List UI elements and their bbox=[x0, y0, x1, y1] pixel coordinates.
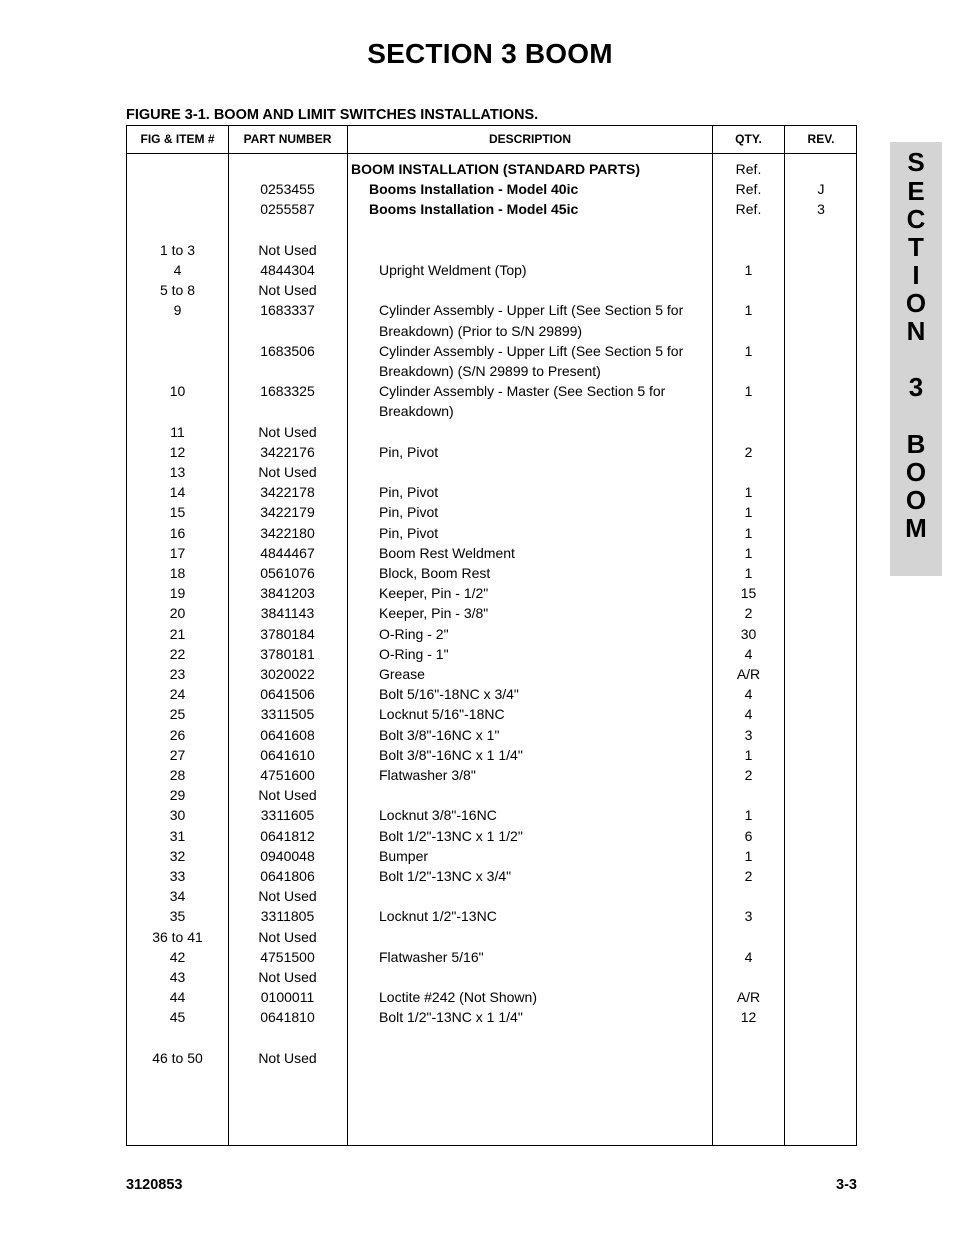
qty-cell: 1 bbox=[744, 262, 753, 278]
part-number-cell: Not Used bbox=[258, 241, 317, 258]
description-cell: Locknut 1/2"-13NC bbox=[379, 908, 497, 925]
side-tab-letter: B bbox=[906, 429, 926, 459]
fig-item-cell: 34 bbox=[169, 888, 186, 905]
description-cell: Locknut 5/16"-18NC bbox=[379, 706, 505, 723]
page-number: 3-3 bbox=[836, 1177, 857, 1193]
qty-cell: 2 bbox=[744, 443, 753, 460]
description-cell: Upright Weldment (Top) bbox=[379, 262, 527, 278]
description-cell: Pin, Pivot bbox=[379, 484, 439, 501]
description-cell: Cylinder Assembly - Upper Lift (See Section 5 for Breakdown) (S/N 29899 to Present) bbox=[379, 342, 684, 379]
qty-cell: 4 bbox=[744, 706, 753, 723]
fig-item-cell: 19 bbox=[169, 585, 186, 602]
fig-item-cell: 36 to 41 bbox=[152, 928, 203, 945]
part-number-cell: 3422179 bbox=[260, 504, 315, 521]
fig-item-cell: 28 bbox=[169, 767, 186, 783]
fig-item-cell: 12 bbox=[169, 443, 186, 460]
fig-item-cell: 10 bbox=[169, 383, 186, 400]
fig-item-cell: 9 bbox=[173, 302, 182, 319]
description-cell: Bumper bbox=[379, 847, 429, 864]
fig-item-cell: 15 bbox=[169, 504, 186, 521]
header-description: DESCRIPTION bbox=[488, 132, 571, 146]
part-number-cell: 3311505 bbox=[260, 706, 315, 723]
description-cell: Boom Rest Weldment bbox=[379, 544, 515, 561]
part-number-cell: Not Used bbox=[258, 928, 317, 945]
header-fig-item: FIG & ITEM # bbox=[140, 132, 215, 146]
header-qty: QTY. bbox=[735, 132, 762, 146]
qty-cell: 4 bbox=[744, 686, 753, 703]
qty-cell: 1 bbox=[744, 302, 753, 319]
fig-item-cell: 14 bbox=[169, 484, 186, 501]
part-number-cell: 4751600 bbox=[260, 767, 315, 783]
part-number-cell: 0641810 bbox=[260, 1009, 315, 1026]
part-number-cell: Not Used bbox=[258, 464, 317, 480]
qty-cell: 15 bbox=[740, 585, 757, 602]
description-cell: Keeper, Pin - 1/2" bbox=[379, 585, 489, 602]
fig-item-cell: 26 bbox=[169, 726, 186, 743]
side-tab-letter: C bbox=[906, 204, 926, 234]
side-tab-letter: O bbox=[905, 485, 927, 515]
fig-item-cell: 44 bbox=[169, 989, 186, 1006]
part-number-cell: 4844304 bbox=[260, 262, 315, 278]
fig-item-cell: 46 to 50 bbox=[152, 1049, 203, 1066]
header-rev: REV. bbox=[807, 132, 835, 146]
side-tab-letter: O bbox=[905, 457, 927, 487]
side-tab-letter: E bbox=[907, 176, 925, 206]
description-cell: Booms Installation - Model 45ic bbox=[369, 201, 579, 218]
qty-cell: Ref. bbox=[735, 161, 762, 177]
qty-cell: 1 bbox=[744, 342, 753, 359]
document-number: 3120853 bbox=[126, 1177, 183, 1193]
qty-cell: 2 bbox=[744, 767, 753, 783]
fig-item-cell: 11 bbox=[170, 423, 185, 440]
description-cell: Grease bbox=[379, 666, 425, 682]
description-cell: Block, Boom Rest bbox=[379, 565, 491, 581]
qty-cell: 6 bbox=[744, 827, 753, 844]
rev-cell: 3 bbox=[817, 201, 825, 218]
part-number-cell: Not Used bbox=[258, 969, 317, 985]
fig-item-cell: 45 bbox=[169, 1009, 186, 1026]
part-number-cell: Not Used bbox=[258, 888, 317, 905]
qty-cell: A/R bbox=[736, 989, 761, 1006]
part-number-cell: 0641806 bbox=[260, 868, 315, 884]
part-number-cell: 4751500 bbox=[260, 948, 315, 965]
part-number-cell: 0641506 bbox=[260, 686, 315, 703]
fig-item-cell: 43 bbox=[169, 969, 186, 985]
part-number-cell: 3841203 bbox=[260, 585, 315, 602]
side-tab-letter: 3 bbox=[908, 372, 924, 402]
header-part-number: PART NUMBER bbox=[243, 132, 332, 146]
part-number-cell: 3780181 bbox=[260, 645, 315, 662]
qty-cell: 2 bbox=[744, 605, 753, 622]
fig-item-cell: 23 bbox=[169, 666, 186, 682]
part-number-cell: 0253455 bbox=[260, 181, 315, 198]
part-number-cell: 0255587 bbox=[260, 201, 315, 218]
qty-cell: 1 bbox=[744, 484, 753, 501]
qty-cell: 4 bbox=[744, 645, 753, 662]
qty-cell: 30 bbox=[740, 625, 757, 642]
page-title: SECTION 3 BOOM bbox=[367, 38, 613, 69]
side-tab-letter: N bbox=[906, 316, 926, 346]
fig-item-cell: 20 bbox=[169, 605, 186, 622]
qty-cell: Ref. bbox=[735, 201, 762, 218]
part-number-cell: Not Used bbox=[258, 787, 317, 804]
side-tab-letter: S bbox=[907, 147, 925, 177]
part-number-cell: 1683325 bbox=[260, 383, 315, 400]
part-number-cell: Not Used bbox=[258, 1049, 317, 1066]
description-cell: Bolt 3/8"-16NC x 1" bbox=[379, 726, 500, 743]
part-number-cell: 0641610 bbox=[260, 746, 315, 763]
description-cell: Bolt 5/16"-18NC x 3/4" bbox=[379, 686, 519, 703]
part-number-cell: 3020022 bbox=[260, 666, 315, 682]
part-number-cell: 3422180 bbox=[260, 524, 315, 541]
qty-cell: 1 bbox=[744, 565, 753, 581]
rev-cell: J bbox=[817, 181, 825, 198]
description-cell: O-Ring - 1" bbox=[379, 645, 449, 662]
fig-item-cell: 5 to 8 bbox=[159, 282, 196, 299]
description-cell: Flatwasher 5/16" bbox=[379, 948, 484, 965]
fig-item-cell: 30 bbox=[169, 807, 186, 824]
description-cell: Bolt 1/2"-13NC x 1 1/2" bbox=[379, 827, 523, 844]
part-number-cell: 3422178 bbox=[260, 484, 315, 501]
qty-cell: 1 bbox=[744, 524, 753, 541]
part-number-cell: 3311805 bbox=[260, 908, 315, 925]
qty-cell: A/R bbox=[736, 666, 761, 682]
fig-item-cell: 33 bbox=[169, 868, 186, 884]
section-side-tab bbox=[890, 142, 942, 576]
part-number-cell: 0641812 bbox=[260, 827, 315, 844]
fig-item-cell: 35 bbox=[169, 908, 186, 925]
description-cell: O-Ring - 2" bbox=[379, 625, 449, 642]
fig-item-cell: 21 bbox=[169, 625, 186, 642]
qty-cell: 3 bbox=[744, 908, 753, 925]
fig-item-cell: 31 bbox=[169, 827, 186, 844]
qty-cell: 12 bbox=[740, 1009, 757, 1026]
description-cell: Bolt 1/2"-13NC x 1 1/4" bbox=[379, 1009, 523, 1026]
fig-item-cell: 24 bbox=[169, 686, 186, 703]
part-number-cell: 0561076 bbox=[260, 565, 315, 581]
description-cell: Pin, Pivot bbox=[379, 443, 439, 460]
part-number-cell: 3780184 bbox=[260, 625, 315, 642]
qty-cell: 1 bbox=[744, 383, 753, 400]
description-cell: BOOM INSTALLATION (STANDARD PARTS) bbox=[351, 161, 641, 177]
description-cell: Loctite #242 (Not Shown) bbox=[379, 989, 537, 1006]
description-cell: Bolt 3/8"-16NC x 1 1/4" bbox=[379, 746, 523, 763]
qty-cell: 3 bbox=[744, 726, 753, 743]
figure-title: FIGURE 3-1. BOOM AND LIMIT SWITCHES INSTALLATIONS. bbox=[126, 107, 539, 123]
header-divider bbox=[127, 153, 856, 154]
fig-item-cell: 4 bbox=[173, 262, 182, 278]
fig-item-cell: 16 bbox=[169, 524, 186, 541]
qty-cell: 1 bbox=[744, 544, 753, 561]
fig-item-cell: 25 bbox=[169, 706, 186, 723]
column-divider bbox=[784, 126, 785, 1145]
part-number-cell: Not Used bbox=[258, 282, 317, 299]
qty-cell: 1 bbox=[744, 807, 753, 824]
part-number-cell: 0641608 bbox=[260, 726, 315, 743]
description-cell: Pin, Pivot bbox=[379, 524, 439, 541]
fig-item-cell: 42 bbox=[169, 948, 186, 965]
part-number-cell: 0100011 bbox=[260, 989, 315, 1006]
qty-cell: 1 bbox=[744, 746, 753, 763]
description-cell: Cylinder Assembly - Master (See Section 5 for Breakdown) bbox=[379, 383, 666, 420]
qty-cell: 4 bbox=[744, 948, 753, 965]
parts-table bbox=[126, 125, 857, 1146]
description-cell: Keeper, Pin - 3/8" bbox=[379, 605, 489, 622]
fig-item-cell: 22 bbox=[169, 645, 186, 662]
side-tab-letter: M bbox=[905, 513, 927, 543]
fig-item-cell: 29 bbox=[169, 787, 186, 804]
part-number-cell: Not Used bbox=[258, 423, 317, 440]
qty-cell: 2 bbox=[744, 868, 753, 884]
part-number-cell: 3422176 bbox=[260, 443, 315, 460]
qty-cell: 1 bbox=[744, 847, 753, 864]
fig-item-cell: 18 bbox=[169, 565, 186, 581]
description-cell: Bolt 1/2"-13NC x 3/4" bbox=[379, 868, 512, 884]
part-number-cell: 3841143 bbox=[260, 605, 315, 622]
part-number-cell: 3311605 bbox=[260, 807, 315, 824]
description-cell: Pin, Pivot bbox=[379, 504, 439, 521]
fig-item-cell: 13 bbox=[169, 464, 186, 480]
part-number-cell: 4844467 bbox=[260, 544, 315, 561]
part-number-cell: 1683337 bbox=[260, 302, 315, 319]
description-cell: Cylinder Assembly - Upper Lift (See Section 5 for Breakdown) (Prior to S/N 29899) bbox=[379, 302, 684, 339]
fig-item-cell: 1 to 3 bbox=[159, 241, 196, 258]
part-number-cell: 1683506 bbox=[260, 342, 315, 359]
description-cell: Flatwasher 3/8" bbox=[379, 767, 476, 783]
description-cell: Booms Installation - Model 40ic bbox=[369, 181, 579, 198]
fig-item-cell: 17 bbox=[169, 544, 186, 561]
side-tab-letter: T bbox=[908, 232, 924, 262]
fig-item-cell: 32 bbox=[169, 847, 186, 864]
description-cell: Locknut 3/8"-16NC bbox=[379, 807, 497, 824]
qty-cell: Ref. bbox=[735, 181, 762, 198]
fig-item-cell: 27 bbox=[169, 746, 186, 763]
qty-cell: 1 bbox=[744, 504, 753, 521]
side-tab-letter: I bbox=[912, 260, 920, 290]
part-number-cell: 0940048 bbox=[260, 847, 315, 864]
side-tab-letter: O bbox=[905, 288, 927, 318]
